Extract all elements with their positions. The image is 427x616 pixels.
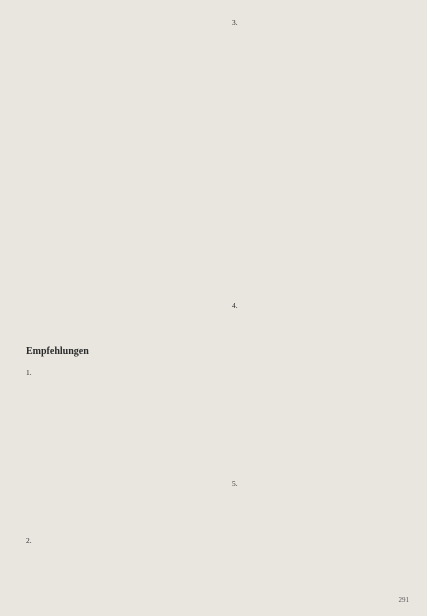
left-column	[26, 12, 204, 548]
list-item	[26, 530, 204, 548]
list-item	[26, 362, 204, 380]
item-number: 1.	[26, 368, 32, 377]
item-number: 3.	[232, 18, 238, 27]
section-heading: Empfehlungen	[26, 346, 89, 357]
list-item	[232, 295, 410, 313]
right-column	[232, 12, 410, 491]
page-footer	[26, 596, 409, 604]
item-number: 4.	[232, 301, 238, 310]
unreadable-text-block	[26, 380, 204, 530]
unreadable-text-block	[232, 313, 410, 473]
list-item	[232, 473, 410, 491]
list-item	[232, 12, 410, 30]
item-number: 5.	[232, 479, 238, 488]
unreadable-text-block	[232, 30, 410, 295]
item-number: 2.	[26, 536, 32, 545]
unreadable-text-block	[26, 12, 204, 340]
page-number: 291	[398, 596, 409, 604]
